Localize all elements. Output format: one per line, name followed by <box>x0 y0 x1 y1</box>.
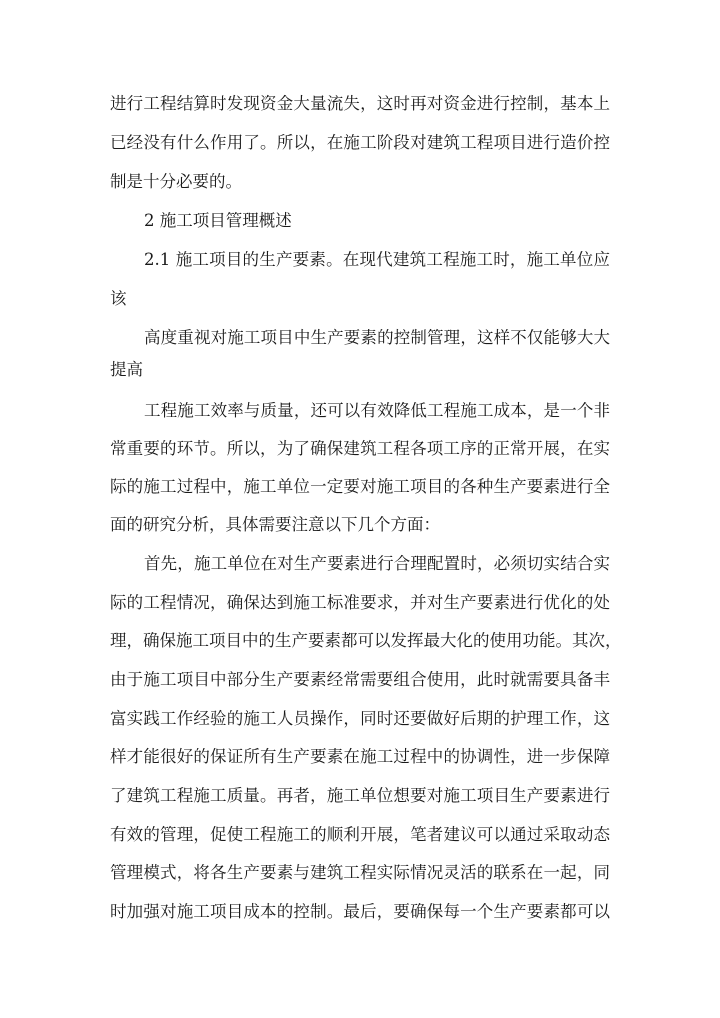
body-text-line: 进行工程结算时发现资金大量流失，这时再对资金进行控制，基本上 <box>110 94 610 113</box>
body-text-line: 制是十分必要的。 <box>110 172 242 191</box>
body-text-line: 工程施工效率与质量，还可以有效降低工程施工成本，是一个非 <box>144 401 610 420</box>
body-text-line: 已经没有什么作用了。所以，在施工阶段对建筑工程项目进行造价控 <box>110 133 610 152</box>
body-text-line: 提高 <box>110 360 143 379</box>
body-text-line: 首先，施工单位在对生产要素进行合理配置时，必须切实结合实 <box>144 554 610 573</box>
body-text-line: 样才能很好的保证所有生产要素在施工过程中的协调性，进一步保障 <box>110 747 610 766</box>
body-text-line: 该 <box>110 289 127 308</box>
body-text-line: 际的工程情况，确保达到施工标准要求，并对生产要素进行优化的处 <box>110 593 610 612</box>
body-text-line: 时加强对施工项目成本的控制。最后，要确保每一个生产要素都可以 <box>110 902 610 921</box>
body-text-line: 高度重视对施工项目中生产要素的控制管理，这样不仅能够大大 <box>144 328 610 347</box>
body-text-line: 有效的管理，促使工程施工的顺利开展，笔者建议可以通过采取动态 <box>110 825 610 844</box>
body-text-line: 理，确保施工项目中的生产要素都可以发挥最大化的使用功能。其次， <box>110 631 622 650</box>
body-text-line: 富实践工作经验的施工人员操作，同时还要做好后期的护理工作，这 <box>110 709 610 728</box>
body-text-line: 管理模式，将各生产要素与建筑工程实际情况灵活的联系在一起，同 <box>110 863 610 882</box>
body-text-line: 际的施工过程中，施工单位一定要对施工项目的各种生产要素进行全 <box>110 477 610 496</box>
subsection-heading: 2.1 施工项目的生产要素。在现代建筑工程施工时，施工单位应 <box>144 250 610 269</box>
body-text-line: 由于施工项目中部分生产要素经常需要组合使用，此时就需要具备丰 <box>110 670 610 689</box>
body-text-line: 常重要的环节。所以，为了确保建筑工程各项工序的正常开展，在实 <box>110 439 610 458</box>
section-heading: 2 施工项目管理概述 <box>144 211 292 230</box>
body-text-line: 了建筑工程施工质量。再者，施工单位想要对施工项目生产要素进行 <box>110 786 610 805</box>
body-text-line: 面的研究分析，具体需要注意以下几个方面： <box>110 515 440 534</box>
